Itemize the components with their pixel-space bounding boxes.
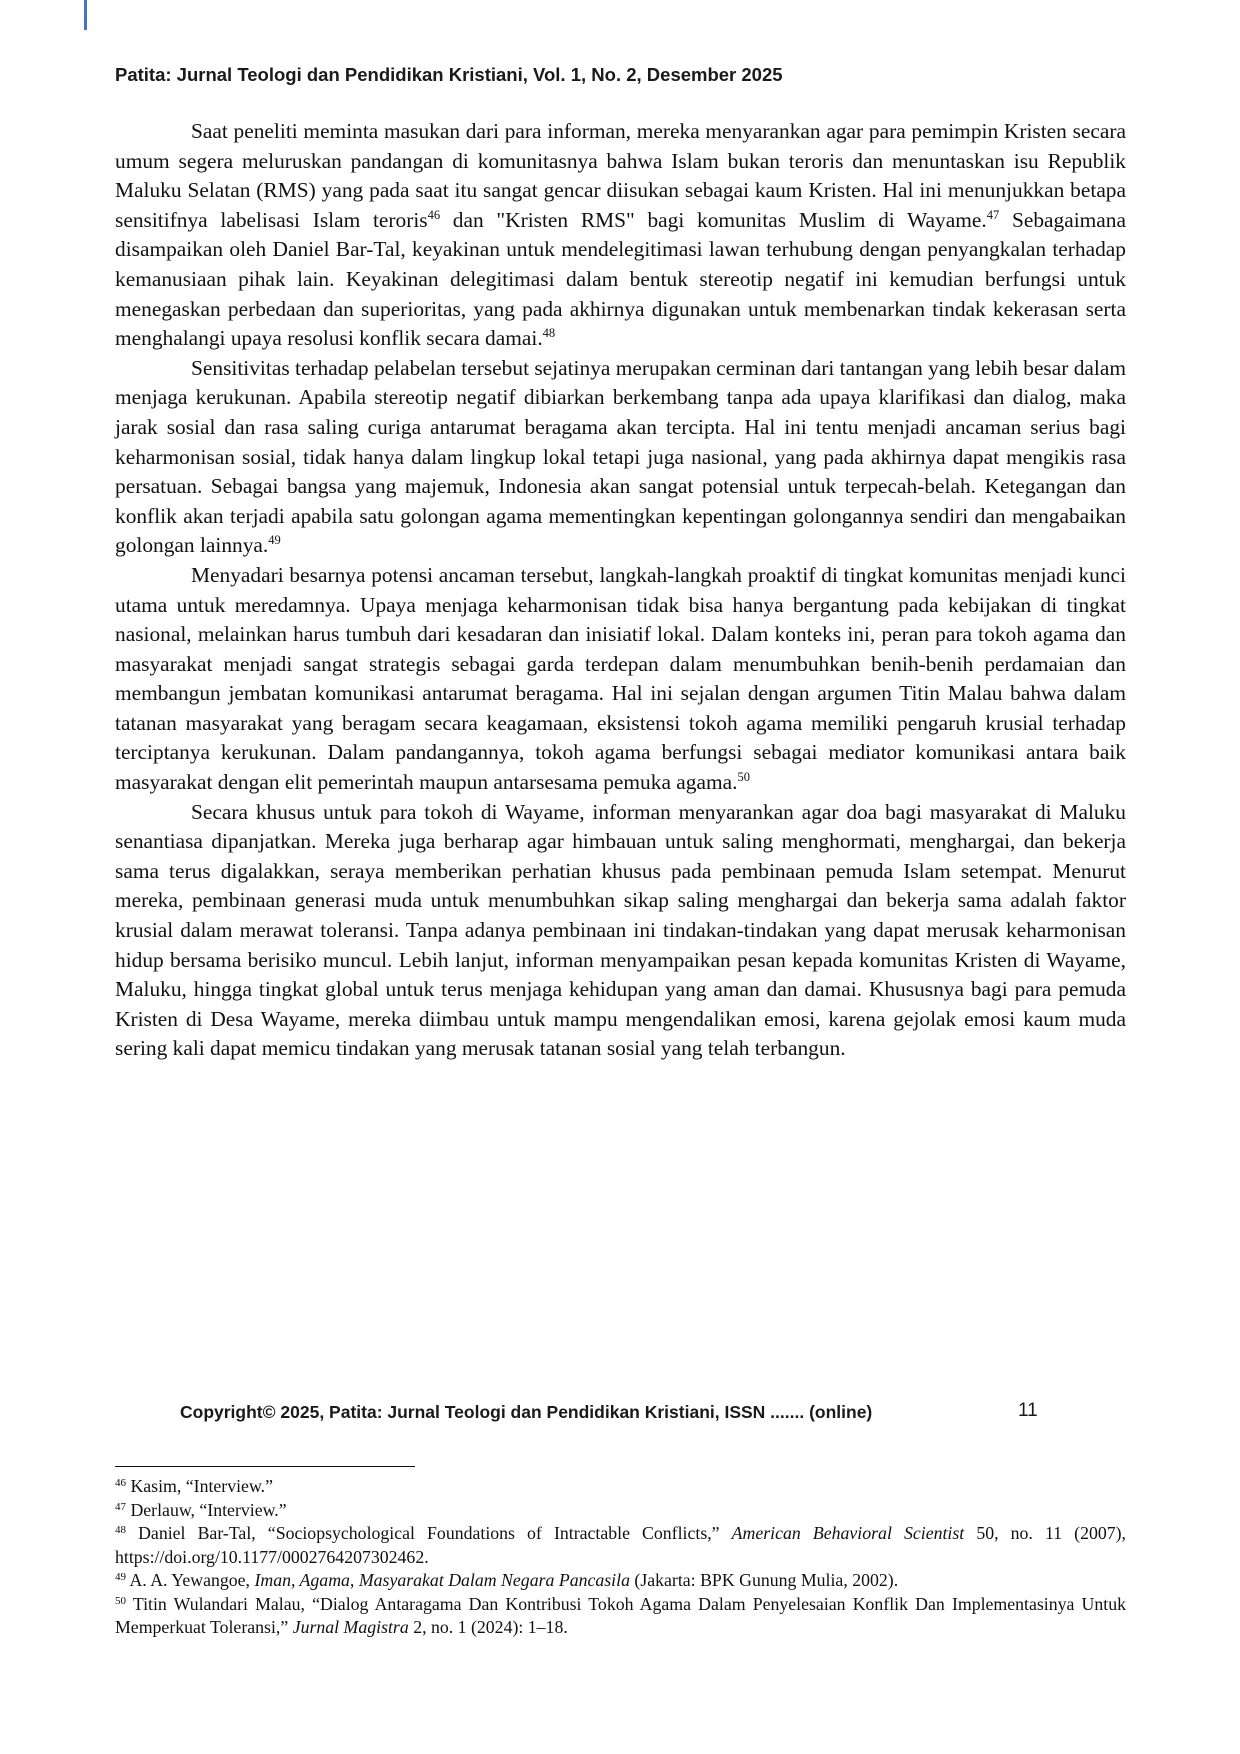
footnote-text: Daniel Bar-Tal, “Sociopsychological Foundations of Intractable Conflicts,” [138,1523,732,1543]
footnote-50 [115,1593,1126,1640]
footnote-48 [115,1522,1126,1569]
footnote-number: 50 [115,1594,126,1607]
footnote-text: Titin Wulandari Malau, “Dialog Antaragama Dan Kontribusi Tokoh Agama Dalam Penyelesaian Konflik Dan Implementasinya Untuk Memperkuat Toleransi,” [115,1593,1127,1637]
footnotes [115,1475,1126,1640]
header-accent-mark [84,0,87,30]
footnote-number: 46 [115,1477,126,1489]
footnote-text: 50, no. 11 (2007), https://doi.org/10.1177/0002764207302462. [115,1523,1126,1567]
footnote-text: (Jakarta: BPK Gunung Mulia, 2002). [629,1570,899,1590]
footnote-text: Derlauw, “Interview.” [130,1499,287,1520]
footnote-text: A. A. Yewangoe, [129,1570,255,1590]
body-text [115,117,1126,1064]
footnote-separator [115,1466,415,1467]
footnote-number: 48 [115,1524,126,1536]
paragraph: Secara khusus untuk para tokoh di Wayame, informan menyarankan agar doa bagi masyarakat di Maluku senantiasa dipanjatkan. Mereka juga berharap agar himbauan untuk saling menghormati, menghargai, dan bekerja sama terus digalakkan, seraya memberikan perhatian khusus pada pembinaan pemuda Islam setempat. Menurut mereka, pembinaan generasi muda untuk menumbuhkan sikap saling menghargai dan bekerja sama adalah faktor krusial dalam merawat toleransi. Tanpa adanya pembinaan ini tindakan-tindakan yang dapat merusak keharmonisan hidup bersama berisiko muncul. Lebih lanjut, informan menyampaikan pesan kepada komunitas Kristen di Wayame, Maluku, hingga tingkat global untuk terus menjaga kehidupan yang aman dan damai. Khususnya bagi para pemuda Kristen di Desa Wayame, mereka diimbau untuk mampu mengendalikan emosi, karena gejolak emosi kaum muda sering kali dapat memicu tindakan yang merusak tatanan sosial yang telah terbangun. [115,799,1126,1061]
footnote-ref[interactable]: 49 [268,533,281,548]
paragraph: Menyadari besarnya potensi ancaman tersebut, langkah-langkah proaktif di tingkat komunitas menjadi kunci utama untuk meredamnya. Upaya menjaga keharmonisan tidak bisa hanya bergantung pada kebijakan di tingkat nasional, melainkan harus tumbuh dari kesadaran dan inisiatif lokal. Dalam konteks ini, peran para tokoh agama dan masyarakat menjadi sangat strategis sebagai garda terdepan dalam menumbuhkan benih-benih perdamaian dan membangun jembatan komunikasi antarumat beragama. Hal ini sejalan dengan argumen Titin Malau bahwa dalam tatanan masyarakat yang beragam secara keagamaan, eksistensi tokoh agama memiliki pengaruh krusial terhadap terciptanya kerukunan. Dalam pandangannya, tokoh agama berfungsi sebagai mediator komunikasi antara baik masyarakat dengan elit pemerintah maupun antarsesama pemuka agama.$^{50}$ [115,562,1126,795]
footnote-text: Kasim, “Interview.” [130,1476,273,1496]
paragraph: Saat peneliti meminta masukan dari para informan, mereka menyarankan agar para pemimpin Kristen secara umum segera meluruskan pandangan di komunitasnya bahwa Islam bukan teroris dan menuntaskan isu Republik Maluku Selatan (RMS) yang pada saat itu sangat gencar diisukan sebagai kaum Kristen. Hal ini menunjukkan betapa sensitifnya labelisasi Islam teroris$^{46}$ dan "Kristen RMS" bagi komunitas Muslim di Wayame.$^{47}$ Sebagaimana disampaikan oleh Daniel Bar-Tal, keyakinan untuk mendelegitimasi lawan terhubung dengan penyangkalan terhadap kemanusiaan pihak lain. Keyakinan delegitimasi dalam bentuk stereotip negatif ini kemudian berfungsi untuk menegaskan perbedaan dan superioritas, yang pada akhirnya digunakan untuk membenarkan tindak kekerasan serta menghalangi upaya resolusi konflik secara damai.$^{48}$ [115,119,1126,351]
footnote-title: Jurnal Magistra [292,1617,409,1637]
footnote-ref[interactable]: 50 [737,770,750,785]
footnote-ref[interactable]: 48 [542,326,556,341]
page-number: 11 [1018,1400,1038,1421]
footnote-text: 2, no. 1 (2024): 1–18. [408,1617,568,1637]
footnote-title: Iman, Agama, Masyarakat Dalam Negara Pancasila [254,1570,630,1590]
footnote-46 [115,1475,1126,1499]
copyright-footer: Copyright© 2025, Patita: Jurnal Teologi dan Pendidikan Kristiani, ISSN ....... (online) [180,1402,873,1422]
footnote-49 [115,1569,1126,1593]
paragraph: Sensitivitas terhadap pelabelan tersebut sejatinya merupakan cerminan dari tantangan yang lebih besar dalam menjaga kerukunan. Apabila stereotip negatif dibiarkan berkembang tanpa ada upaya klarifikasi dan dialog, maka jarak sosial dan rasa saling curiga antarumat beragama akan tercipta. Hal ini tentu menjadi ancaman serius bagi keharmonisan sosial, tidak hanya dalam lingkup lokal tetapi juga nasional, yang pada akhirnya dapat mengikis rasa persatuan. Sebagai bangsa yang majemuk, Indonesia akan sangat potensial untuk terpecah-belah. Ketegangan dan konflik akan terjadi apabila satu golongan agama mementingkan kepentingan golongannya sendiri dan mengabaikan golongan lainnya.$^{49}$ [115,355,1126,558]
footnote-47 [115,1499,1126,1523]
footnote-title: American Behavioral Scientist [731,1523,965,1543]
footnote-number: 49 [115,1571,126,1583]
footnote-ref[interactable]: 47 [986,207,1000,222]
footnote-ref[interactable]: 46 [427,207,441,222]
footnote-number: 47 [115,1500,126,1513]
running-header: Patita: Jurnal Teologi dan Pendidikan Kristiani, Vol. 1, No. 2, Desember 2025 [115,64,783,85]
